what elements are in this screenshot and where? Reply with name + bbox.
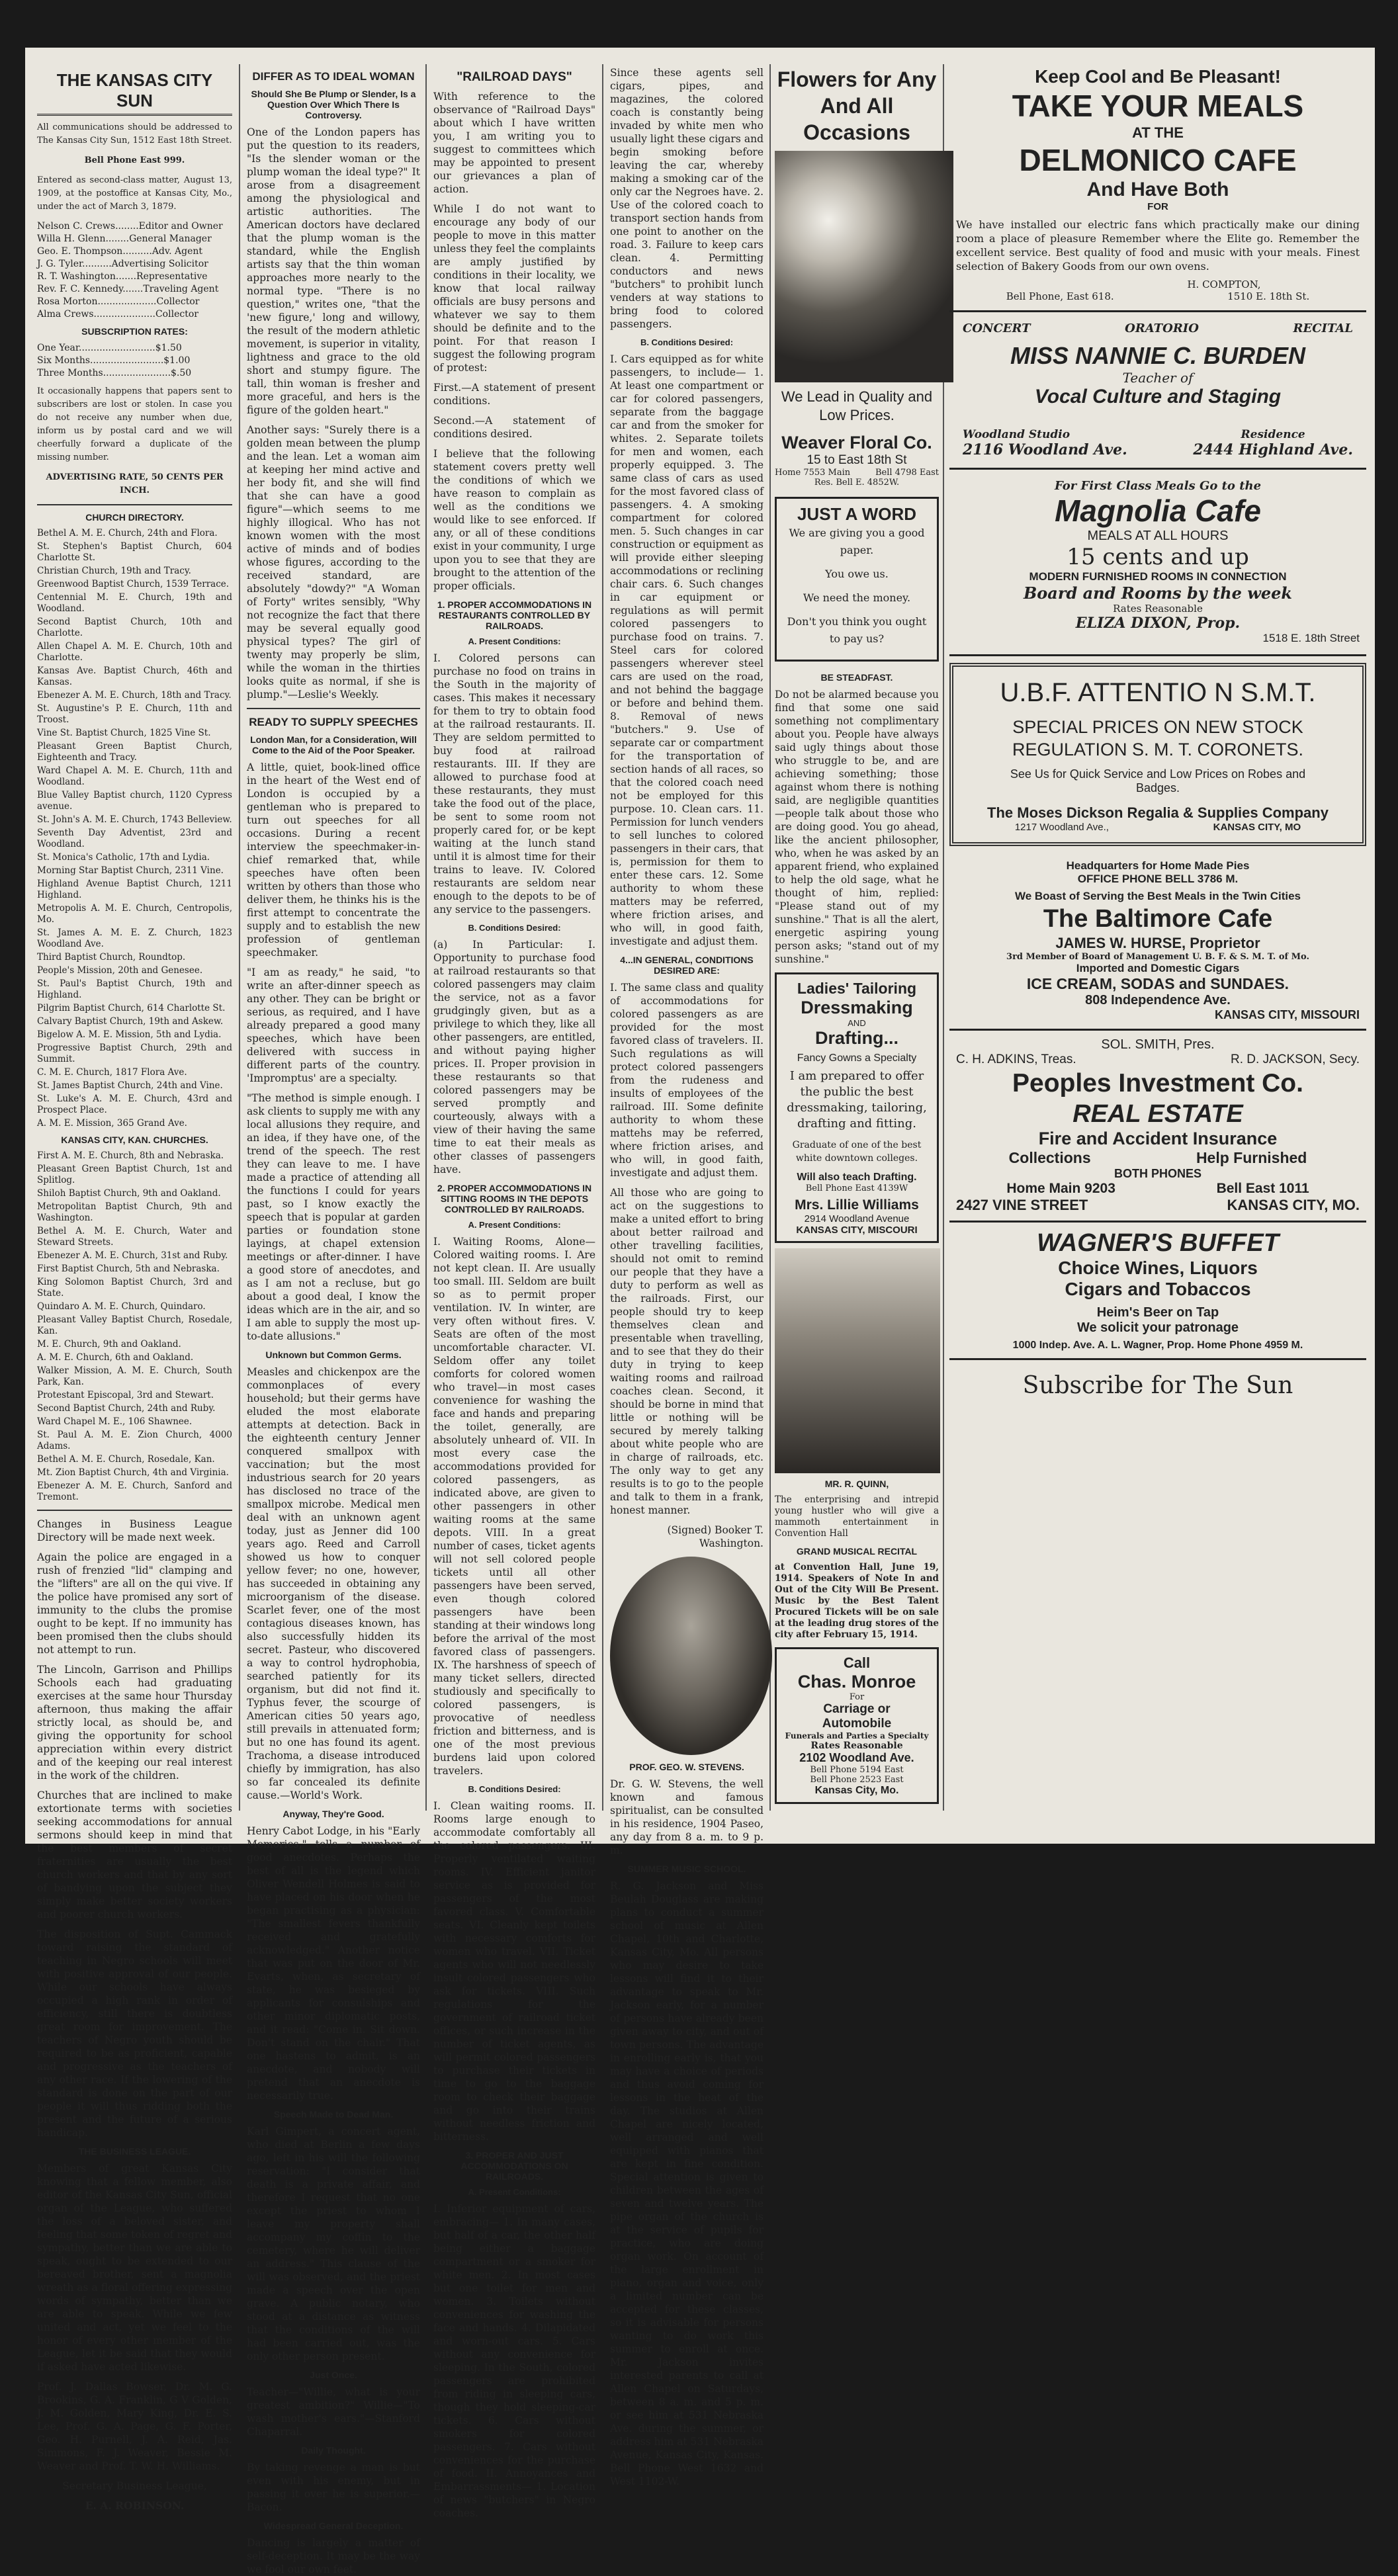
church-entry: Quindaro A. M. E. Church, Quindaro. [37,1301,206,1312]
column-3: "RAILROAD DAYS" With reference to the observance of "Railroad Days" about which I have written you, I am writing you to suggest to committees which may be appointed to present our grievances a plan of action. While I do not want to encourage any body of our people to move in this matter unless they feel the complaints are amply justified by conditions in their locality, we know that local railway officials are busy persons and whatever we say to them should be definite and to the point. For that reason I suggest the following program of protest: First.—A statement of present conditions. Second.—A statement of conditions desired. I believe that the following statement covers pretty well the conditions of which we have reason to complain as well as the conditions we would like to see enforced. If any, or all of these conditions exist in your community, I urge upon you to see that they are brought to the attention of the proper officials. 1. PROPER ACCOMMODATIONS IN RESTAURANTS CONTROLLED BY RAILROADS. A. Present Conditions: I. Colored persons can purchase no food on trains in the South in the majority of cases. This makes it necessary for them to try to obtain food at the railroad restaurants. II. They are seldom permitted to buy food at railroad restaurants. III. If they are allowed to purchase food at these restaurants, they must take the food out of the place, be sent to some room not properly cared for, or be kept waiting at the lunch stand until it is almost time for their trains to leave. IV. Colored restaurants are seldom near enough to the depots to be of any service to the passengers. B. Conditions Desired: (a) In Particular: I. Opportunity to purchase food at railroad restaurants so that colored passengers may claim the service, not as a favor grudgingly given, but as a privilege to which they, like all other passengers, are entitled, and without paying higher prices. II. Proper provision in these restaurants so that colored passengers may be served promptly and courteously, always with a view of their having the same time to eat their meals as other classes of passengers have. 2. PROPER ACCOMMODATIONS IN SITTING ROOMS IN THE DEPOTS CONTROLLED BY RAILROADS. A. Present Conditions: I. Waiting Rooms, Alone—Colored waiting rooms. I. Are not kept clean. II. Are usually too small. III. Seldom are built so as to permit proper ventilation. IV. In winter, are very often without fires. V. Seats are often of the most uncomfortable character. VI. Seldom offer any toilet comforts for colored women who travel—in most cases convenience for washing the face and hands and preparing the toilet, generally, are absolutely unheard of. VII. In most every case the accommodations provided for colored passengers, as indicated above, are given to other passengers in other waiting rooms at the same depots. VIII. In a great number of cases, ticket agents will not sell colored people tickets until all other passengers have been served, even though colored passengers have been standing at their windows long before the arrival of the most favored class of passengers. IX. The harshness of speech of many ticket sellers, directed studiously and specifically to colored passengers, is provocative of needless friction and bitterness, and is one of the most previous burdens laid upon colored travelers. B. Conditions Desired: I. Clean waiting rooms. II. Rooms large enough to accommodate comfortably all the colored passengers. III. Properly ventilated waiting rooms. IV. Efficient janitor service as is provided for passengers of the most favored class. V. Comfortable seats. VI. Cleanly kept toilets with necessary comforts for women who travel. VII. Ticket agents who will not needlessly insult colored passengers who ask for tickets. VIII. Such regulations for the government of railroad ticket offices, or such increase in the number of ticket agents, as will permit colored passengers to purchase their tickets in time to go to the baggage room to check their baggage and go into their trains without needless friction and bitterness. 3. PROPER AND JUST ACCOMMODATIONS ON RAILROADS. A. Present Conditions: I. Inferior equipment of cars, embracing— 1. In many cases, but half of a car, the other half being either a baggage compartment or a smoker for white men. 2. In most cases but one toilet for men and women. 3. Toilets without conveniences for washing the face and hands. 4. Dilapidated and worn-out cars. 5. Cars without any convenience for sleeping. In the South, colored passengers are prohibited from riding in sleeping cars, though they hold sleeping-car tickets. 6. Cars without smokers for colored passengers. 7. Cars without conveniences for the purchase of food. II. Annoyances and Embarrassments— 1. Location of news "butchers" in Negro coaches. [433,70,595,2519]
flowers-ad: Flowers for Any And All Occasions We Lead in Quality and Low Prices. Weaver Floral Co. 15 to East 18th St Home 7553 Main Bell 4798 East Res. Bell E. 4852W. [775,66,939,488]
monroe-ad: Call Chas. Monroe For Carriage or Automobile Funerals and Parties a Specialty Rates Reasonable 2102 Woodland Ave. Bell Phone 5194 East Bell Phone 2523 East Kansas City, Mo. [775,1647,939,1804]
column-2: DIFFER AS TO IDEAL WOMAN Should She Be Plump or Slender, Is a Question Over Which There Is Controversy. One of the London papers has put the question to its readers, "Is the slender woman or the plump woman the ideal type?" It arose from a disagreement among the physiological and artistic authorities. The American doctors have declared that the plump woman is the standard, while the English artists say that the thin woman approaches more nearly to the normal type. "There is no question," writes one, "that the 'new figure,' long and willowy, the result of the modern athletic movement, is superior in vitality, lightness and grace to the old short and stumpy figure. The tall, thin woman is fresher and more graceful, and hers is the figure of the golden heart." Another says: "Surely there is a golden mean between the plump and the lean. Let a woman aim at keeping her mind active and her body fit, and she will find that she can have a good figure"—which seems to me highly illogical. Who has not known women with the most active of minds and of bodies whose figures, according to the received standard, are absolutely "dowdy?" "A Woman of Forty" writes sensibly, "Why not recognize the fact that there may be several equally good physical types? The girl of twenty may properly be slim, while the woman in the thirties looks quite as normal, if she is plump."—Leslie's Weekly. READY TO SUPPLY SPEECHES London Man, for a Consideration, Will Come to the Aid of the Poor Speaker. A little, quiet, book-lined office in the heart of the West end of London is occupied by a gentleman who is prepared to turn out speeches for all occasions. During a recent interview the speechmaker-in-chief remarked that, while speeches have often been written by others than those who deliver them, he thinks his is the first attempt to concentrate the supply and to establish the new profession of gentleman speechmaker. "I am as ready," he said, "to write an after-dinner speech as any other. They can be bright or serious, as required, and I have already prepared a good many speeches, which have been delivered with success in different parts of the country. 'Impromptus' are a specialty. "The method is simple enough. I ask clients to supply me with any local allusions they require, and an idea, if they have one, of the trend of the speech. The rest they can leave to me. I have made a practice of attending all the functions I could for years past, so I know exactly the speech that is popular at garden parties or foundation stone layings, at chapel extension meetings or after-dinner. I have a good store of anecdotes, and as I am not a recluse, but go about a good deal, I know the ideas which are in the air, and so I am able to supply the most up-to-date allusions." Unknown but Common Germs. Measles and chickenpox are the commonplaces of every household; but their germs have eluded the most elaborate attempts at detection. Back in the eighteenth century Jenner conquered smallpox with vaccination; but the most industrious search for 20 years has disclosed no trace of the smallpox microbe. Medical men deal with an unknown agent today, just as Jenner did 100 years ago. Reed and Carroll showed us how to conquer yellow fever; no one, however, has succeeded in obtaining any microorganism of the disease. Scarlet fever, one of the most contagious diseases known, has also successfully hidden its secret. Pasteur, who discovered a way to control hydrophobia, searched patiently for its organism, but did not find it. Typhus fever, the scourge of American cities 50 years ago, still prevails in attenuated form; but no one has found its agent. Trachoma, a disease introduced chiefly by immigration, has also so far concealed its definite cause.—World's Work. Anyway, They're Good. Henry Cabot Lodge, in his "Early Memories," tells a number of good anecdotes. Perhaps the best of all is the legend which Oliver Wendell Holmes is said to have placed on his door when he began practising as a physician: "The smallest fevers thankfully received and gratefully acknowledged." Another notice that was put on the door of Mr. Evarts, when, as secretary of state, he was besieged by applicants for consulships and other minor diplomatic posts, and it read: "Come in. Sit down. Don't stand on the chair." That one hastens to admit, is an anecdote, and nobody will pretend that an anecdote is necessarily true. Speech Made to Dead Man. Karl Gimpert, a concert agent, who died at Berlin a few days ago, left in his will the following reservation: "I consider that death is a private affair, and therefore I request that no one except the priest to whom I leave my property shall accompany my coffin to the cemetery, where he will deliver an address." This clause of the will was observed, and the priest made a speech over the open grave. A public notary, who stood at a distance as witness that the conditions of the will had been carried out, was the only other person present. Just Once. Teacher—"Willie, what is your greatest ambition?" Willie—"To wash mother's ears."—Stanford Chaparral. Daily Thought. By taking revenge a man is but even with his enemy, but in passing it over he is superior.—Bacon. Widespread General Deception. Dancing is largely a matter of self-deception. It may be the way we fool our own feet. [247,70,420,2575]
business-league-names: Prof. J. Dallas Bowser, Dr. M. G. Brookins, G. A. Franklin, G V Golden, J. M. Golden, Mary King, Dr. E. S. Lee, Prof. G. A. Page, G. F. Porter, Geo. H. Purnell, J. A. Reid, Jas. Simmons, F. J. Weaver, Bessie M. Weaver and Prof. T. W. H. Williams. [37,2381,232,2472]
kck-church-list [37,1150,232,1503]
quinn-caption: MR. R. QUINN, [824,1479,889,1489]
masthead-title: THE KANSAS CITY SUN [37,70,232,116]
church-entry: Second Baptist Church, 10th and Charlotte. [37,617,232,638]
subscription-title: SUBSCRIPTION RATES: [81,326,188,337]
magnolia-ad: For First Class Meals Go to the Magnolia Cafe MEALS AT ALL HOURS 15 cents and up MODERN FURNISHED ROOMS IN CONNECTION Board and Rooms by the week Rates Reasonable ELIZA DIXON, Prop. 1518 E. 18th Street [949,470,1366,656]
church-entry: Shiloh Baptist Church, 9th and Oakland. [37,1188,221,1199]
flowers-image [775,151,953,382]
masthead-entry: Entered as second-class matter, August 13, 1909, at the postoffice at Kansas City, Mo., under the act of March 3, 1879. [37,175,232,212]
police-paragraph: Again the police are engaged in a rush of frenzied "lid" clamping and the "lifters" are all on the qui vive. If the police have promised any sort of immunity to the clubs the promise ought to be kept. If no immunity has been promised then the clubs should not attempt to run. [37,1551,232,1656]
church-entry: St. James Baptist Church, 24th and Vine. [37,1080,223,1091]
church-entry: St. Monica's Catholic, 17th and Lydia. [37,852,210,863]
church-entry: Pleasant Green Baptist Church, Eighteenth and Tracy. [37,741,232,763]
business-league-title: THE BUSINESS LEAGUE. [78,2146,191,2157]
church-entry: Metropolitan Baptist Church, 9th and Washington. [37,1201,232,1223]
church-entry: Ward Chapel M. E., 106 Shawnee. [37,1416,193,1427]
church-list [37,528,232,1129]
church-entry: Ebenezer A. M. E. Church, 18th and Tracy. [37,690,232,701]
supt-paragraph: The disposition of Supt. Cammack toward raising the standard of teaching in Negro schools will meet with positive approval of our people. While our schools have always occupied a high rank in order of efficiency, still there is doubtless great room for improvement. The teachers of Negro youth should be required to be as proficient, capable and progressive as the teachers of any other race. If the lowering of the standard is done on the part of our people it will thus ridding both the present and the future of a serious handicap. [37,1928,232,2139]
church-entry: Progressive Baptist Church, 29th and Summit. [37,1043,232,1064]
church-entry: Protestant Episcopal, 3rd and Stewart. [37,1390,214,1400]
church-entry: First A. M. E. Church, 8th and Nebraska. [37,1150,224,1161]
baltimore-ad: Headquarters for Home Made Pies OFFICE PHONE BELL 3786 M. We Boast of Serving the Best Meals in the Twin Cities The Baltimore Cafe JAMES W. HURSE, Proprietor 3rd Member of Board of Management U. B. F. & S. M. T. of Mo. Imported and Domestic Cigars ICE CREAM, SODAS and SUNDAES. 808 Independence Ave. KANSAS CITY, MISSOURI [949,853,1366,1031]
church-entry: Highland Avenue Baptist Church, 1211 Highland. [37,879,232,900]
tailoring-ad: Ladies' Tailoring Dressmaking AND Drafting... Fancy Gowns a Specialty I am prepared to offer the public the best dressmaking, tailoring, drafting and fitting. Graduate of one of the best white downtown colleges. Will also teach Drafting. Bell Phone East 4139W Mrs. Lillie Williams 2914 Woodland Avenue KANSAS CITY, MISCOURI [775,972,939,1243]
church-entry: St. Stephen's Baptist Church, 604 Charlotte St. [37,541,232,563]
schools-paragraph: The Lincoln, Garrison and Phillips Schools each had graduating exercises at the same hour Thursday afternoon, thus making the affair strictly local, as should be, and giving the opportunity for school appreciation within every district and of the keeping our real interest in the work of the children. [37,1664,232,1782]
signature: (Signed) Booker T. Washington. [667,1524,764,1549]
church-entry: St. Augustine's P. E. Church, 11th and Troost. [37,703,232,725]
just-a-word-box: JUST A WORD We are giving you a good paper. You owe us. We need the money. Don't you think you ought to pay us? [775,497,939,662]
advertising-rate: ADVERTISING RATE, 50 CENTS PER INCH. [46,472,224,495]
church-entry: First Baptist Church, 5th and Nebraska. [37,1264,220,1274]
church-entry: Bethel A. M. E. Church, Water and Steward Streets. [37,1226,232,1248]
church-entry: Seventh Day Adventist, 23rd and Woodland. [37,828,232,849]
church-entry: Metropolis A. M. E. Church, Centropolis, Mo. [37,903,232,925]
church-entry: St. James A. M. E. Z. Church, 1823 Woodland Ave. [37,927,232,949]
speeches-headline: READY TO SUPPLY SPEECHES [249,716,418,728]
churches-paragraph: Churches that are inclined to make extortionate terms with societies seeking accommodations for annual sermons should keep in mind that the best members of secret fraternities are usually the best church workers and that by any sort of bandying upon the subject they simply make better society workers and poorer church workers. [37,1789,232,1920]
church-entry: St. Paul's Baptist Church, 19th and Highland. [37,978,232,1000]
church-entry: M. E. Church, 9th and Oakland. [37,1339,181,1350]
church-entry: Bethel A. M. E. Church, Rosedale, Kan. [37,1454,215,1465]
ubf-ad: U.B.F. ATTENTIO N S.M.T. SPECIAL PRICES ON NEW STOCK REGULATION S. M. T. CORONETS. See Us for Quick Service and Low Prices on Robes and Badges. The Moses Dickson Regalia & Supplies Company 1217 Woodland Ave., KANSAS CITY, MO [949,663,1366,846]
church-entry: King Solomon Baptist Church, 3rd and State. [37,1277,232,1299]
changes-note: Changes in Business League Directory will be made next week. [37,1518,232,1543]
column-6-ads [949,66,1366,1813]
column-4: Since these agents sell cigars, pipes, and magazines, the colored coach is constantly being invaded by white men who usually light these cigars and begin smoking before leaving the car, whereby making a smoking car of the only car the Negroes have. 2. Use of the colored coach to transport section hands from one point to another on the road. 3. Failure to keep cars clean. 4. Permitting conductors and news "butchers" to prohibit lunch venders at way stations to bring food to colored passengers. B. Conditions Desired: I. Cars equipped as for white passengers, to include— 1. At least one compartment or car for colored passengers, separate from the baggage car and from the smoker for whites. 2. Separate toilets for men and women, each properly equipped. 3. The same class of cars as used for the most favored class of passengers. 4. A smoking compartment for colored men. 5. Such changes in car construction or equipment as will provide either sleeping accommodations or reclining chair cars. 6. Such changes in car equipment or regulations as will permit colored passengers to purchase food on trains. 7. Steel cars for colored passengers wherever steel cars are used on the road, and not behind the baggage or before and behind them. 8. Removal of news "butchers." 9. Use of separate car or compartment for the transportation of section hands of all races, so that the colored coach need not be employed for this purpose. 10. Clean cars. 11. Permission for lunch venders to sell lunches to colored passengers in their cars, that is, permission for them to enter these cars. 12. Some authority to whom these matters may be referred, where friction arises, and who will, in good faith, investigate and adjust them. 4...IN GENERAL, CONDITIONS DESIRED ARE: I. The same class and quality of accommodations for colored passengers as are provided for the most favored class of travelers. II. Such regulations as will protect colored passengers from the rudeness and insults of employees of the railroad. III. Some definite authority to whom these mattehs may be referred, where friction arises, and who will, in good faith, investigate and adjust them. All those who are going to act on the suggestions to make a united effort to bring about better railroad and other travelling facilities, should not omit to remind our people that they have a duty to perform as well as the railroads. First, our people should try to keep themselves clean and presentable when travelling, and to see that they do their duty in trying to keep waiting rooms and railroad coaches clean. Second, it should be borne in mind that little or nothing will be secured by merely talking about white people who are in charge of railroads, etc. The only way to get any results is to go to the people and talk to them in a frank, honest manner. (Signed) Booker T. Washington. PROF. GEO. W. STEVENS. Dr. G. W. Stevens, the well known and famous spiritualist, can be consulted in his residence, 1904 Paseo, any day from 8 a. m. to 9 p. m. SUMMER MUSIC SCHOOL. R. G. Jackson and Miss Beulah Douglass are making plans to conduct a summer school of music at Allen Chapel, 10th and Charlotte, Kansas City, Mo. All persons who may desire to take lessons will find it to their advantage to speak to Mr. Jackson early, for a number of persons have already been given away to city, and out of town persons. The advantage in enrolling early is, that you may have a choice of periods and thus avoid coming for lessons in the heat of the day. The studios at Allen Chapel are nicely located, well arranged and well equipped with pianos that are kept in fine condition. Special attention is given to children between the ages of seven and twelve years. The pipe organ of the church is at the service of pupils for practice, who are doing organ work. On account of the large enrollment in piano, organ and voice, only a limited number can be accepted for these classes, so it is advisable for persons wanting to do work this summer to enroll at once. Mr. Jackson invites interested parents to call at Allen Chapel on Saturdays, between 8 a. m. and 5 p. m. or see him at 531 Nebraska Ave. during the summer, or address him at 531 Nebraska Avenue, Kansas City, Kansas. Bell Phone West 1632 and West 1102-W. [610,66,764,1813]
church-entry: Ebenezer A. M. E. Church, 31st and Ruby. [37,1250,228,1261]
column-5-ads: Flowers for Any And All Occasions We Lead in Quality and Low Prices. Weaver Floral Co. 15 to East 18th St Home 7553 Main Bell 4798 East Res. Bell E. 4852W. JUST A WORD We are giving you a good paper. You owe us. We need the money. Don't you think you ought to pay us? BE STEADFAST. Do not be alarmed because you find that some one said something not complimentary about you. People have always said ugly things about those who struggle to be, and are achieving something; those against whom there is nothing said, are negligible quantities—people talk about those who are doing good. You go ahead, like the ancient philosopher, who, when he was asked by an apparent friend, who explained to help the old sage, what he thought of him, replied: "Please stand out of my sunshine." That is all the alert, energetic aspiring young person asks; "stand out of my sunshine." Ladies' Tailoring Dressmaking AND Drafting... Fancy Gowns a Specialty I am prepared to offer the public the best dressmaking, tailoring, drafting and fitting. Graduate of one of the best white downtown colleges. Will also teach Drafting. Bell Phone East 4139W Mrs. Lillie Williams 2914 Woodland Avenue KANSAS CITY, MISCOURI MR. R. QUINN, The enterprising and intrepid young hustler who will give a mammoth entertainment in Convention Hall GRAND MUSICAL RECITAL at Convention Hall, June 19, 1914. Speakers of Note In and Out of the City Will Be Present. Music by the Best Talent Procured Tickets will be on sale at the leading drug stores of the city after February 15, 1914. Call Chas. Monroe For Carriage or Automobile Funerals and Parties a Specialty Rates Reasonable 2102 Woodland Ave. Bell Phone 5194 East Bell Phone 2523 East Kansas City, Mo. [775,66,939,1813]
church-entry: People's Mission, 20th and Genesee. [37,965,203,976]
church-entry: Calvary Baptist Church, 19th and Askew. [37,1016,224,1027]
subscribe-banner: Subscribe for The Sun [1022,1372,1293,1399]
church-entry: Pleasant Valley Baptist Church, Rosedale, Kan. [37,1314,232,1336]
church-entry: Vine St. Baptist Church, 1825 Vine St. [37,728,211,738]
masthead-notice: It occasionally happens that papers sent to subscribers are lost or stolen. In case you do not receive any number when due, inform us by postal card and we will cheerfully forward a duplicate of the missing number. [37,386,232,462]
church-entry: Ward Chapel A. M. E. Church, 11th and Woodland. [37,765,232,787]
church-entry: St. Paul A. M. E. Zion Church, 4000 Adams. [37,1430,232,1451]
church-entry: Kansas Ave. Baptist Church, 46th and Kansas. [37,665,232,687]
masthead-address: All communications should be addressed to The Kansas City Sun, 1512 East 18th Street. [37,122,232,146]
church-entry: A. M. E. Mission, 365 Grand Ave. [37,1118,187,1129]
church-entry: Greenwood Baptist Church, 1539 Terrace. [37,579,230,589]
church-entry: C. M. E. Church, 1817 Flora Ave. [37,1067,187,1078]
church-entry: Bigelow A. M. E. Mission, 5th and Lydia. [37,1029,222,1040]
church-entry: A. M. E. Church, 6th and Oakland. [37,1352,194,1363]
newspaper-page [25,48,1375,2575]
church-entry: Allen Chapel A. M. E. Church, 10th and Charlotte. [37,641,232,663]
stevens-caption: PROF. GEO. W. STEVENS. [629,1762,744,1772]
delmonico-ad: Keep Cool and Be Pleasant! TAKE YOUR MEALS AT THE DELMONICO CAFE And Have Both FOR We have installed our electric fans which practically make our dining room a place of pleasure Remember where the Elite go. Remember the excellent service. Best quality of food and music with your meals. Finest selection of Bakery Goods from our own ovens. H. COMPTON, Bell Phone, East 618. 1510 E. 18th St. [949,66,1366,312]
column-rule [602,64,603,1811]
quinn-portrait [775,1248,940,1473]
church-entry: Third Baptist Church, Roundtop. [37,952,186,963]
masthead-phone: Bell Phone East 999. [84,155,185,165]
staff-list: Nelson C. Crews........Editor and Owner Willa H. Glenn........General Manager Geo. E. Thompson..........Adv. Agent J. G. Tyler..........Advertising Solicitor R. T. Washington.......Representative Rev. F. C. Kennedy.......Traveling Agent Rosa Morton....................Collector Alma Crews.....................Collector [37,221,223,320]
music-school-title: SUMMER MUSIC SCHOOL. [627,1864,746,1874]
church-entry: Christian Church, 19th and Tracy. [37,566,191,576]
church-entry: Walker Mission, A. M. E. Church, South Park, Kan. [37,1365,232,1387]
burden-ad: CONCERT ORATORIO RECITAL MISS NANNIE C. BURDEN Teacher of Vocal Culture and Staging Woodland Studio 2116 Woodland Ave. Residence 2444 Highland Ave. [949,312,1366,470]
church-entry: Pleasant Green Baptist Church, 1st and Splitlog. [37,1164,232,1185]
church-directory-title: CHURCH DIRECTORY. [85,512,184,523]
church-entry: Second Baptist Church, 24th and Ruby. [37,1403,216,1414]
column-rule [239,64,240,1811]
church-entry: Pilgrim Baptist Church, 614 Charlotte St. [37,1003,226,1013]
column-1: THE KANSAS CITY SUN All communications should be addressed to The Kansas City Sun, 1512 East 18th Street. Bell Phone East 999. Entered as second-class matter, August 13, 1909, at the postoffice at Kansas City, Mo., under the act of March 3, 1879. Nelson C. Crews........Editor and Owner Willa H. Glenn........General Manager Geo. E. Thompson..........Adv. Agent J. G. Tyler..........Advertising Solicitor R. T. Washington.......Representative Rev. F. C. Kennedy.......Traveling Agent Rosa Morton....................Collector Alma Crews.....................Collector SUBSCRIPTION RATES: One Year..........................$1.50 Six Months.........................$1.00 Three Months.......................$.50 It occasionally happens that papers sent to subscribers are lost or stolen. In case you do not receive any number when due, inform us by postal card and we will cheerfully forward a duplicate of the missing number. ADVERTISING RATE, 50 CENTS PER INCH. CHURCH DIRECTORY. Bethel A. M. E. Church, 24th and Flora. St. Stephen's Baptist Church, 604 Charlotte St. Christian Church, 19th and Tracy. Greenwood Baptist Church, 1539 Terrace. Centennial M. E. Church, 19th and Woodland. Second Baptist Church, 10th and Charlotte. Allen Chapel A. M. E. Church, 10th and Charlotte. Kansas Ave. Baptist Church, 46th and Kansas. Ebenezer A. M. E. Church, 18th and Tracy. St. Augustine's P. E. Church, 11th and Troost. Vine St. Baptist Church, 1825 Vine St. Pleasant Green Baptist Church, Eighteenth and Tracy. Ward Chapel A. M. E. Church, 11th and Woodland. Blue Valley Baptist church, 1120 Cypress avenue. St. John's A. M. E. Church, 1743 Belleview. Seventh Day Adventist, 23rd and Woodland. St. Monica's Catholic, 17th and Lydia. Morning Star Baptist Church, 2311 Vine. Highland Avenue Baptist Church, 1211 Highland. Metropolis A. M. E. Church, Centropolis, Mo. St. James A. M. E. Z. Church, 1823 Woodland Ave. Third Baptist Church, Roundtop. People's Mission, 20th and Genesee. St. Paul's Baptist Church, 19th and Highland. Pilgrim Baptist Church, 614 Charlotte St. Calvary Baptist Church, 19th and Askew. Bigelow A. M. E. Mission, 5th and Lydia. Progressive Baptist Church, 29th and Summit. C. M. E. Church, 1817 Flora Ave. St. James Baptist Church, 24th and Vine. St. Luke's A. M. E. Church, 43rd and Prospect Place. A. M. E. Mission, 365 Grand Ave. KANSAS CITY, KAN. CHURCHES. First A. M. E. Church, 8th and Nebraska. Pleasant Green Baptist Church, 1st and Splitlog. Shiloh Baptist Church, 9th and Oakland. Metropolitan Baptist Church, 9th and Washington. Bethel A. M. E. Church, Water and Steward Streets. Ebenezer A. M. E. Church, 31st and Ruby. First Baptist Church, 5th and Nebraska. King Solomon Baptist Church, 3rd and State. Quindaro A. M. E. Church, Quindaro. Pleasant Valley Baptist Church, Rosedale, Kan. M. E. Church, 9th and Oakland. A. M. E. Church, 6th and Oakland. Walker Mission, A. M. E. Church, South Park, Kan. Protestant Episcopal, 3rd and Stewart. Second Baptist Church, 24th and Ruby. Ward Chapel M. E., 106 Shawnee. St. Paul A. M. E. Zion Church, 4000 Adams. Bethel A. M. E. Church, Rosedale, Kan. Mt. Zion Baptist Church, 4th and Virginia. Ebenezer A. M. E. Church, Sanford and Tremont. Changes in Business League Directory will be made next week. Again the police are engaged in a rush of frenzied "lid" clamping and the "lifters" are all on the qui vive. If the police have promised any sort of immunity to the clubs the promise ought to be kept. If no immunity has been promised then the clubs should not attempt to run. The Lincoln, Garrison and Phillips Schools each had graduating exercises at the same hour Thursday afternoon, thus making the affair strictly local, as should be, and giving the opportunity for school appreciation within every district and of the keeping our real interest in the work of the children. Churches that are inclined to make extortionate terms with societies seeking accommodations for annual sermons should keep in mind that the best members of secret fraternities are usually the best church workers and that by any sort of bandying upon the subject they simply make better society workers and poorer church workers. The disposition of Supt. Cammack toward raising the standard of teaching in Negro schools will meet with positive approval of our people. While our schools have always occupied a high rank in order of efficiency, still there is doubtless great room for improvement. The teachers of Negro youth should be required to be as proficient, capable and progressive as the teachers of any other race. If the lowering of the standard is done on the part of our people it will thus ridding both the present and the future of a serious handicap. THE BUSINESS LEAGUE. Members of great Kansas City knowing that a fellow member, also editor of the Kansas City Sun, official organ of the League, who suffered the loss of a beloved sister, and feeling that some token of regret and sympathy, better than we are able to speak, ought to be extended to our bereaved brother, sent a magnolia wreath as a floral offering expressing words of sympathy, better than we are able to speak. While we few united and act, yet we feel to the honor of every other member of the League, let it be said that they would if asked have acted likewise. Prof. J. Dallas Bowser, Dr. M. G. Brookins, G. A. Franklin, G V Golden, J. M. Golden, Mary King, Dr. E. S. Lee, Prof. G. A. Page, G. F. Porter, Geo. H. Purnell, J. A. Reid, Jas. Simmons, F. J. Weaver, Bessie M. Weaver and Prof. T. W. H. Williams. Secretary Business League, E. A. ROBINSON. [37,70,232,2512]
railroad-days-headline: "RAILROAD DAYS" [457,70,572,84]
church-entry: Mt. Zion Baptist Church, 4th and Virginia. [37,1467,229,1478]
church-entry: Morning Star Baptist Church, 2311 Vine. [37,865,224,876]
business-league-body: Members of great Kansas City knowing that a fellow member, also editor of the Kansas City Sun, official organ of the League, who suffered the loss of a beloved sister, and feeling that some token of regret and sympathy, better than we are able to speak, ought to be extended to our bereaved brother, sent a magnolia wreath as a floral offering expressing words of sympathy, better than we are able to speak. While we few united and act, yet we feel to the honor of every other member of the League, let it be said that they would if asked have acted likewise. [37,2163,232,2373]
column-rule [425,64,427,1811]
kck-churches-title: KANSAS CITY, KAN. CHURCHES. [61,1135,208,1145]
church-entry: Blue Valley Baptist church, 1120 Cypress avenue. [37,790,232,812]
church-entry: St. Luke's A. M. E. Church, 43rd and Prospect Place. [37,1094,232,1115]
church-entry: St. John's A. M. E. Church, 1743 Belleview. [37,814,232,825]
column-rule [769,64,771,1811]
church-entry: Ebenezer A. M. E. Church, Sanford and Tremont. [37,1481,232,1502]
stevens-portrait [610,1557,772,1755]
church-entry: Centennial M. E. Church, 19th and Woodland. [37,592,232,614]
ideal-woman-headline: DIFFER AS TO IDEAL WOMAN [252,70,415,83]
church-entry: Bethel A. M. E. Church, 24th and Flora. [37,528,218,538]
wagner-ad: WAGNER'S BUFFET Choice Wines, Liquors Cigars and Tobaccos Heim's Beer on Tap We solicit your patronage 1000 Indep. Ave. A. L. Wagner, Prop. Home Phone 4959 M. [949,1223,1366,1360]
peoples-ad: SOL. SMITH, Pres. C. H. ADKINS, Treas. R. D. JACKSON, Secy. Peoples Investment Co. REAL ESTATE Fire and Accident Insurance Collections Help Furnished BOTH PHONES Home Main 9203 Bell East 1011 2427 VINE STREET KANSAS CITY, MO. [949,1031,1366,1223]
